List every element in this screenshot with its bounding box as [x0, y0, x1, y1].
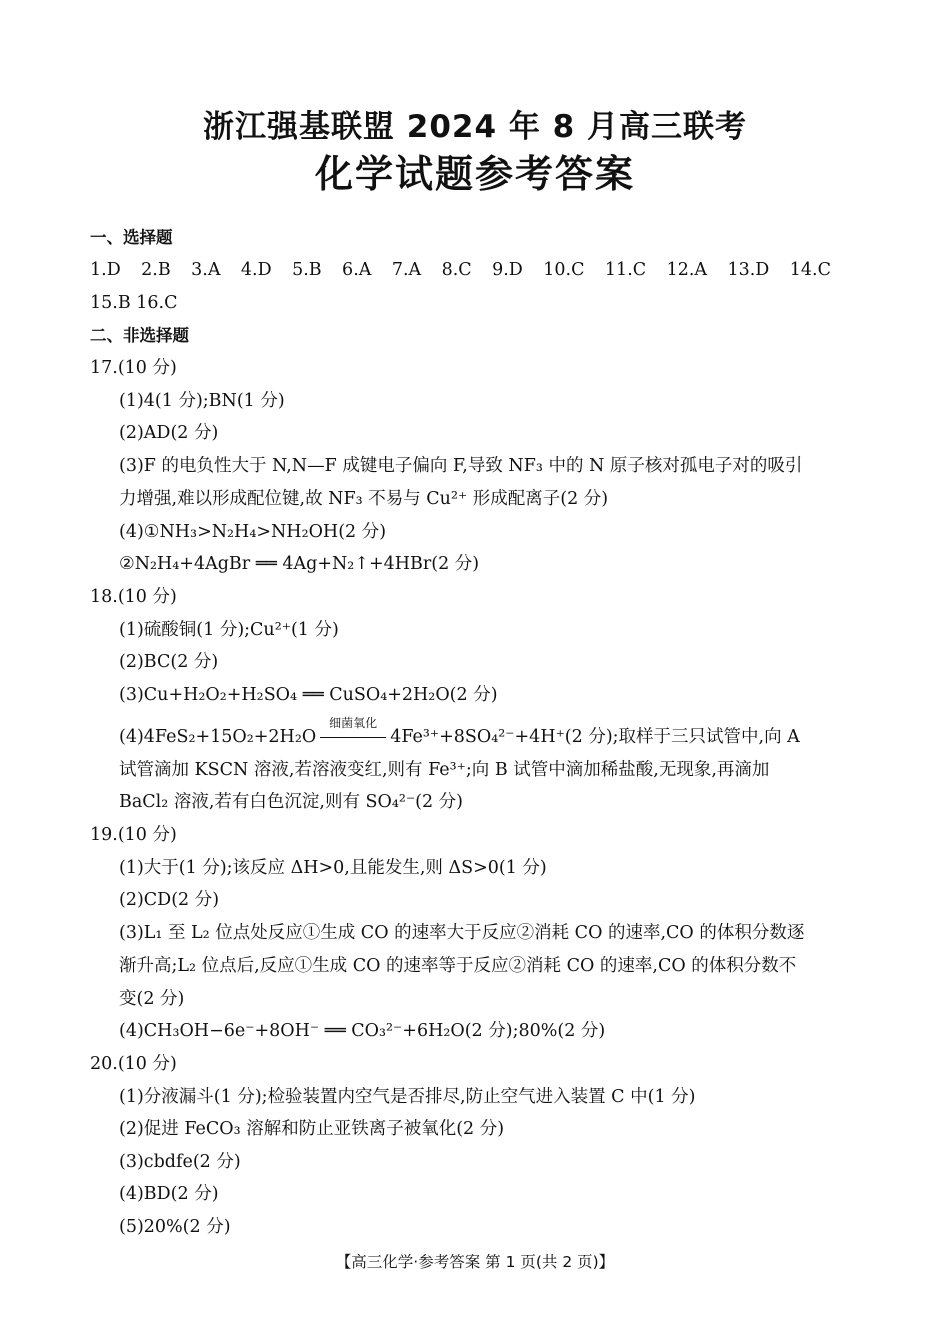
q18-part-4-line-2: 试管滴加 KSCN 溶液,若溶液变红,则有 Fe³⁺;向 B 试管中滴加稀盐酸,无现象,再滴加	[119, 760, 770, 780]
q20-header: 20.(10 分)	[90, 1054, 177, 1074]
exam-title: 浙江强基联盟 2024 年 8 月高三联考	[202, 109, 748, 145]
q19-part-2: (2)CD(2 分)	[119, 890, 220, 910]
q17-header: 17.(10 分)	[90, 358, 177, 378]
q17-part-4-line-2: ②N₂H₄+4AgBr ══ 4Ag+N₂↑+4HBr(2 分)	[119, 554, 480, 574]
q17-part-1: (1)4(1 分);BN(1 分)	[119, 391, 285, 411]
q19-part-3-line-2: 渐升高;L₂ 位点后,反应①生成 CO 的速率等于反应②消耗 CO 的速率,CO 的体积分数不	[119, 956, 797, 976]
q18-part-3: (3)Cu+H₂O₂+H₂SO₄ ══ CuSO₄+2H₂O(2 分)	[119, 685, 498, 705]
q17-part-4-line-1: (4)①NH₃>N₂H₄>NH₂OH(2 分)	[119, 522, 387, 542]
q20-part-4: (4)BD(2 分)	[119, 1184, 219, 1204]
reaction-condition-arrow	[316, 716, 390, 749]
reaction-condition-label: 细菌氧化	[329, 716, 378, 730]
equals-bar	[320, 737, 386, 738]
q20-part-2: (2)促进 FeCO₃ 溶解和防止亚铁离子被氧化(2 分)	[119, 1119, 505, 1139]
mc-answers-line-1: 1.D 2.B 3.A 4.D 5.B 6.A 7.A 8.C 9.D 10.C 11.C 12.A 13.D 14.C	[90, 260, 831, 280]
q20-part-3: (3)cbdfe(2 分)	[119, 1152, 241, 1172]
q17-part-3-line-2: 力增强,难以形成配位键,故 NF₃ 不易与 Cu²⁺ 形成配离子(2 分)	[119, 489, 609, 509]
page-footer: 【高三化学·参考答案 第 1 页(共 2 页)】	[335, 1253, 615, 1271]
q18-equation-right: 4Fe³⁺+8SO₄²⁻+4H⁺(2 分);取样于三只试管中,向 A	[390, 727, 800, 747]
q18-part-2: (2)BC(2 分)	[119, 652, 219, 672]
q18-part-4-line-1	[119, 716, 800, 749]
q19-part-4: (4)CH₃OH−6e⁻+8OH⁻ ══ CO₃²⁻+6H₂O(2 分);80%(2 分)	[119, 1021, 606, 1041]
mc-answers-line-2: 15.B 16.C	[90, 293, 178, 313]
section-heading-non-choice: 二、非选择题	[90, 326, 189, 345]
q17-part-3-line-1: (3)F 的电负性大于 N,N—F 成键电子偏向 F,导致 NF₃ 中的 N 原子核对孤电子对的吸引	[119, 456, 803, 476]
q17-part-2: (2)AD(2 分)	[119, 423, 219, 443]
q20-part-5: (5)20%(2 分)	[119, 1217, 231, 1237]
q18-header: 18.(10 分)	[90, 587, 177, 607]
document-title: 化学试题参考答案	[314, 152, 635, 196]
q18-equation-left: (4)4FeS₂+15O₂+2H₂O	[119, 727, 317, 747]
section-heading-multiple-choice: 一、选择题	[90, 228, 173, 247]
q19-header: 19.(10 分)	[90, 825, 177, 845]
q18-part-4-line-3: BaCl₂ 溶液,若有白色沉淀,则有 SO₄²⁻(2 分)	[119, 792, 464, 812]
q19-part-3-line-3: 变(2 分)	[119, 989, 185, 1009]
q20-part-1: (1)分液漏斗(1 分);检验装置内空气是否排尽,防止空气进入装置 C 中(1 分)	[119, 1087, 696, 1107]
q19-part-3-line-1: (3)L₁ 至 L₂ 位点处反应①生成 CO 的速率大于反应②消耗 CO 的速率,CO 的体积分数逐	[119, 923, 805, 943]
q19-part-1: (1)大于(1 分);该反应 ΔH>0,且能发生,则 ΔS>0(1 分)	[119, 858, 547, 878]
q18-part-1: (1)硫酸铜(1 分);Cu²⁺(1 分)	[119, 620, 339, 640]
